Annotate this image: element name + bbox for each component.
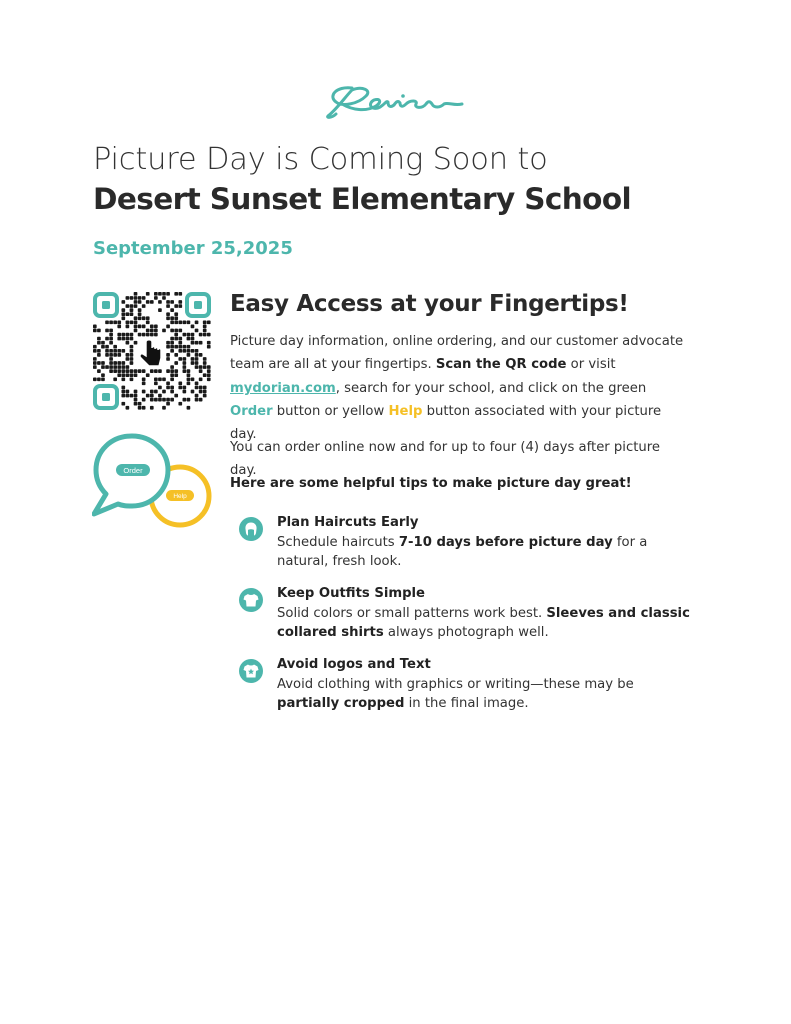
tip-text: Solid colors or small patterns work best. [277,605,547,621]
tip-text: always photograph well. [383,625,549,640]
tip-text: in the final image. [404,696,529,711]
help-bubble-label: Help [173,493,187,500]
section-title: Easy Access at your Fingertips! [230,291,629,317]
tip-body [277,675,697,714]
dorian-logo [322,82,468,122]
intro-text: or visit [566,357,616,373]
intro-text: Picture day information, online ordering, and our customer advocate team are all at your fingertips. [230,334,684,373]
speech-bubbles-icon [92,432,214,532]
order-keyword: Order [230,403,273,419]
tip-title: Plan Haircuts Early [277,515,419,530]
headline-line-1: Picture Day is Coming Soon to [93,142,548,177]
qr-code[interactable] [93,292,211,410]
shirt-icon [239,588,263,612]
intro-paragraph [230,330,690,446]
order-window-text: You can order online now and for up to four (4) days after picture day. [230,440,660,479]
dorian-logo-icon [322,82,468,122]
tips-heading: Here are some helpful tips to make picture day great! [230,476,632,491]
tip-emphasis: 7-10 days before picture day [398,534,613,550]
tip-title: Keep Outfits Simple [277,586,425,601]
help-keyword: Help [388,403,423,419]
intro-text: button or yellow [272,403,389,419]
haircut-icon [239,517,263,541]
order-bubble-label: Order [123,466,143,475]
picture-day-date: September 25,2025 [93,238,293,259]
scan-qr-emphasis: Scan the QR code [435,357,567,373]
tip-emphasis: Sleeves and classic collared shirts [277,605,690,640]
tip-text: for a natural, fresh look. [277,534,648,569]
school-name: Desert Sunset Elementary School [93,182,632,216]
intro-text: button associated with your picture day. [230,403,662,443]
qr-code-icon [93,292,211,410]
tip-body [277,533,697,572]
tip-body [277,604,697,643]
star-shirt-icon [239,659,263,683]
mydorian-link[interactable]: mydorian.com [230,380,336,396]
tip-title: Avoid logos and Text [277,657,431,672]
tip-emphasis: partially cropped [277,696,405,711]
intro-text: , search for your school, and click on the green [335,380,647,396]
tip-text: Avoid clothing with graphics or writing—these may be [277,676,634,692]
tip-text: Schedule haircuts [277,534,399,550]
order-help-bubbles [92,432,214,532]
